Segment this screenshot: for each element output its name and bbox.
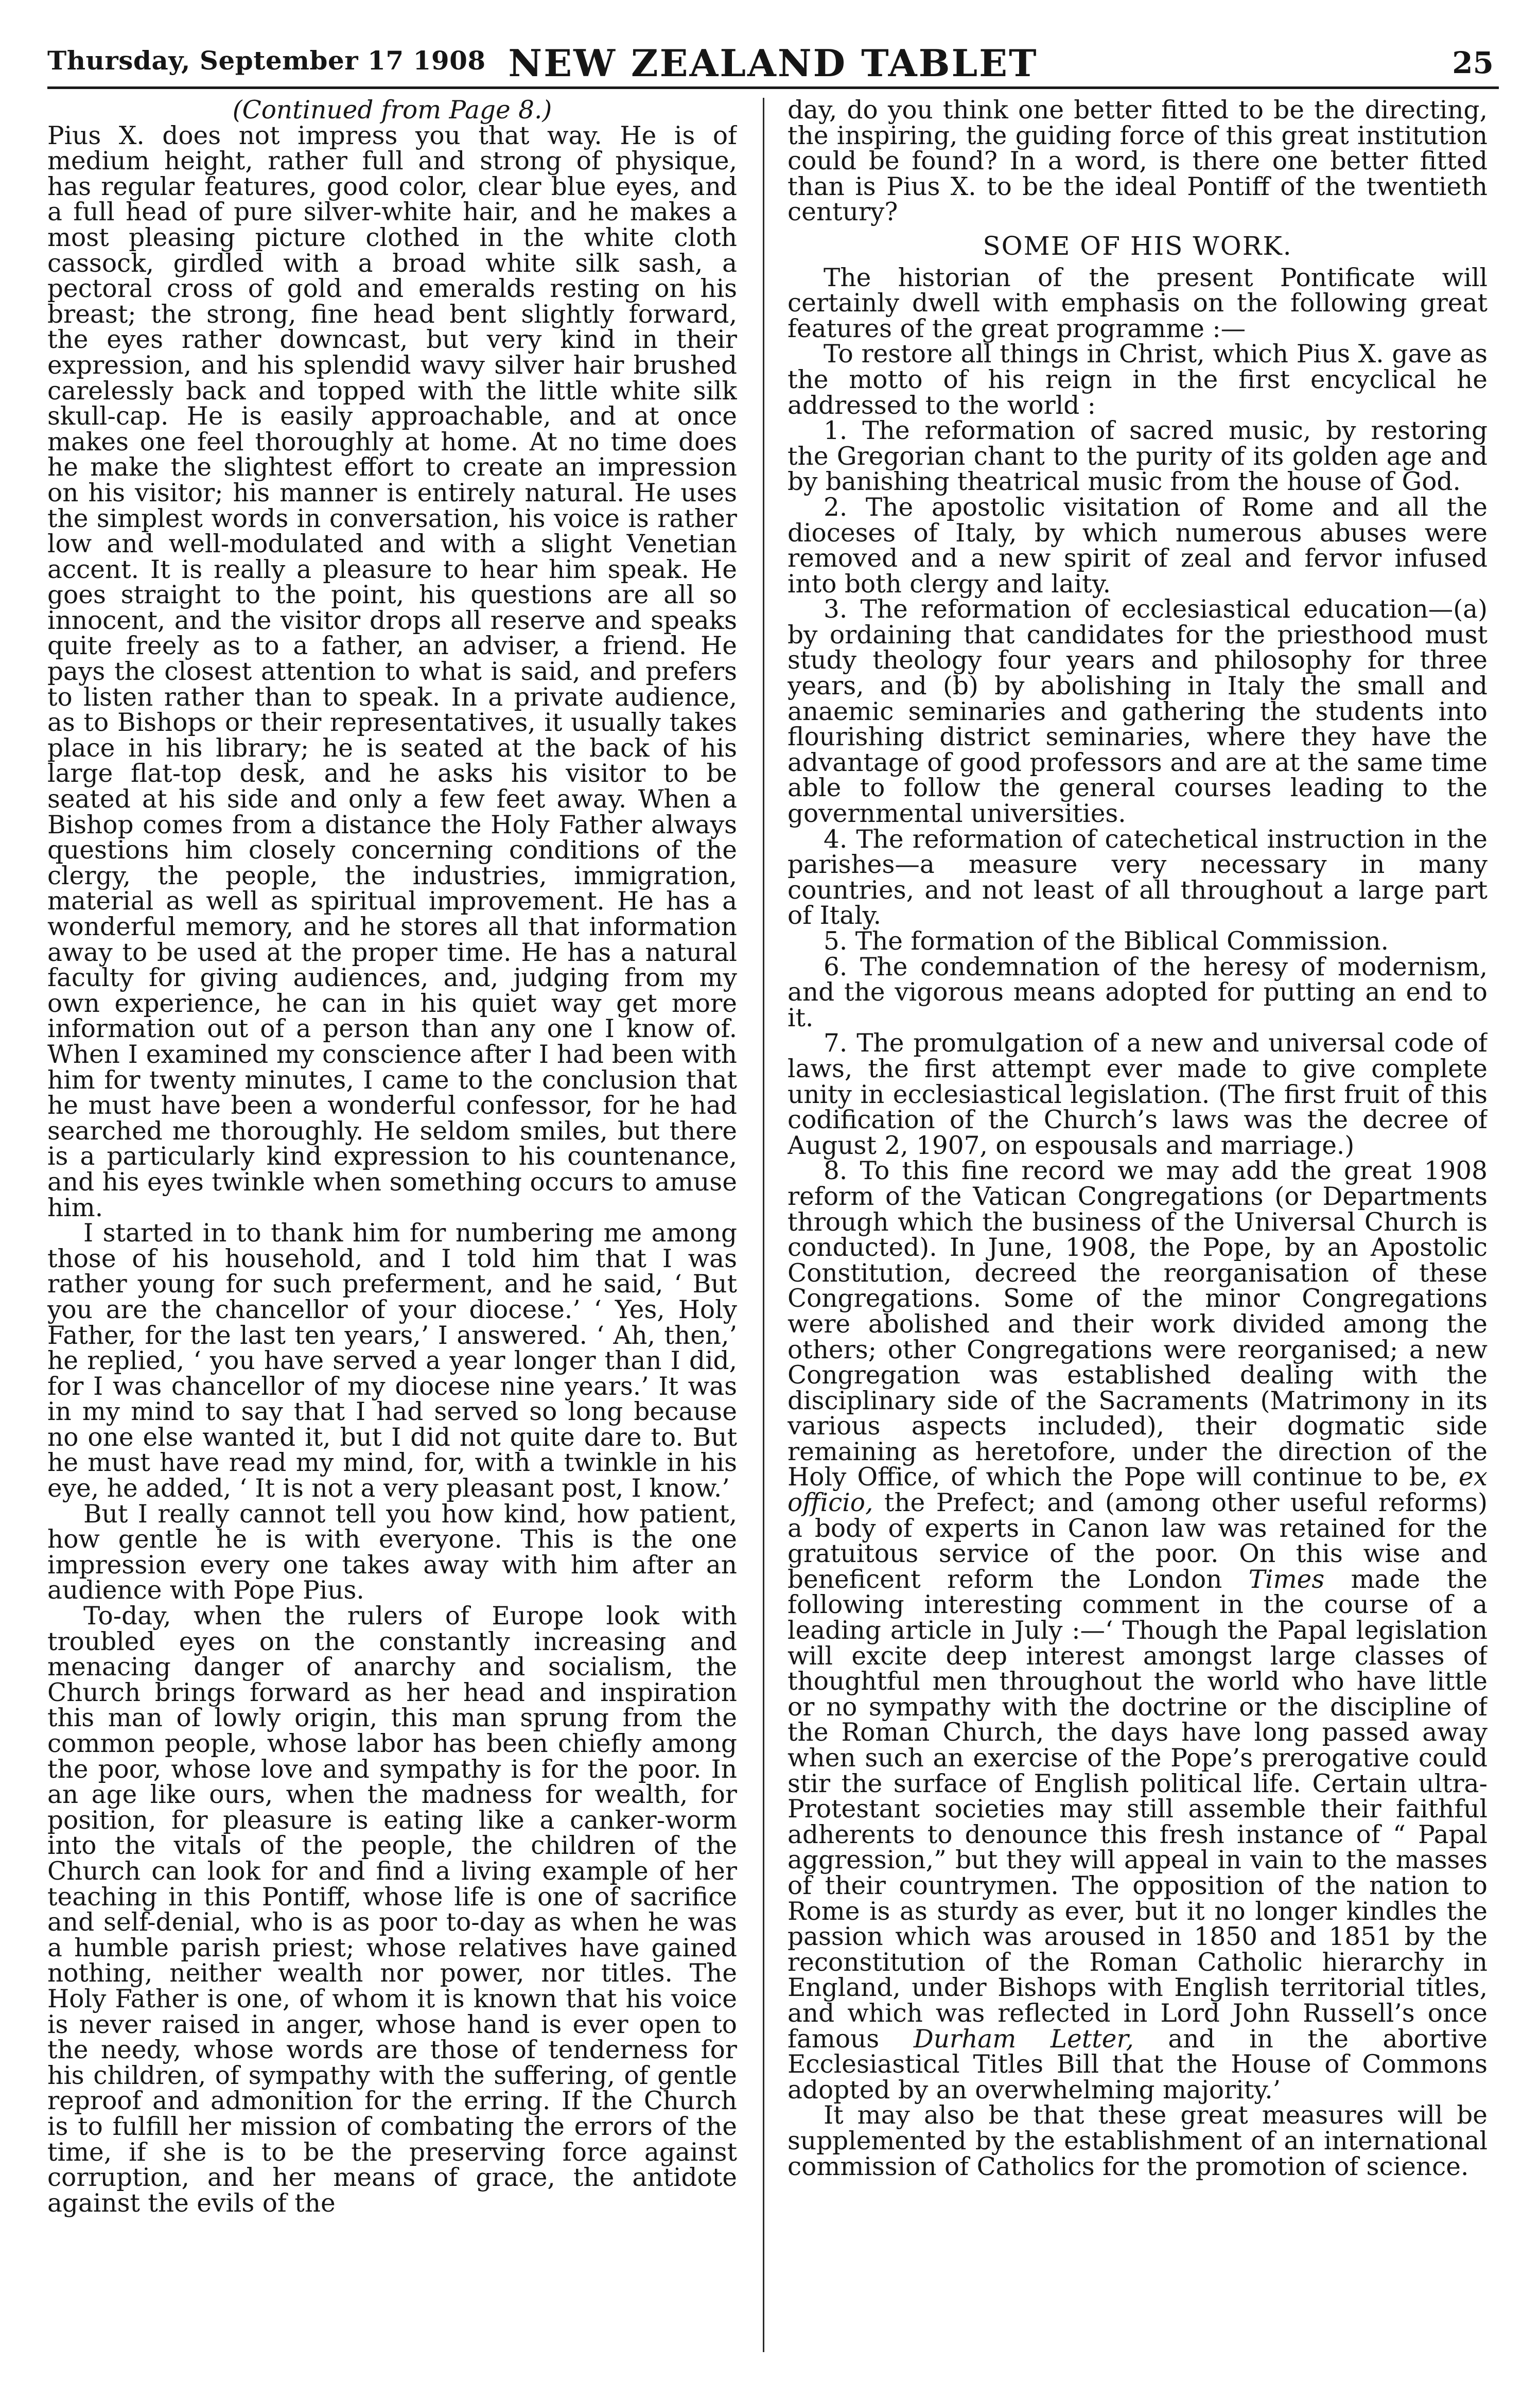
text-run: the Prefect; and (among other useful reforms) a body of experts in Canon law was retained for the gratuitous service of the poor. On this wise and beneficent reform the London — [787, 1488, 1487, 1594]
page-number: 25 — [1452, 45, 1494, 80]
section-heading: SOME OF HIS WORK. — [983, 231, 1292, 261]
list-item: 2. The apostolic visitation of Rome and all the dioceses of Italy, by which numerous abuses were removed and a new spirit of zeal and fervor infused into both clergy and laity. — [787, 493, 1487, 599]
paragraph: Pius X. does not impress you that way. He is of medium height, rather full and strong of physique, has regular features, good color, clear blue eyes, and a full head of pure silver-white hair, and he makes a most pleasing picture clothed in the white cloth cassock, girdled with a broad white silk sash, a pectoral cross of gold and emeralds resting on his breast; the strong, fine head bent slightly forward, the eyes rather downcast, but very kind in their expression, and his splendid wavy silver hair brushed carelessly back and topped with the little white silk skull-cap. He is easily approachable, and at once makes one feel thoroughly at home. At no time does he make the slightest effort to create an impression on his visitor; his manner is entirely natural. He uses the simplest words in conversation, his voice is rather low and well-modulated and with a slight Venetian accent. It is really a pleasure to hear him speak. He goes straight to the point, his questions are all so innocent, and the visitor drops all reserve and speaks quite freely as to a father, an adviser, a friend. He pays the closest attention to what is said, and prefers to listen rather than to speak. In a private audience, as to Bishops or their representatives, it usually takes place in his library; he is seated at the back of his large flat-top desk, and he asks his visitor to be seated at his side and only a few feet away. When a Bishop comes from a distance the Holy Father always questions him closely concerning conditions of the clergy, the people, the industries, immigration, material as well as spiritual improvement. He has a wonderful memory, and he stores all that information away to be used at the proper time. He has a natural faculty for giving audiences, and, judging from my own experience, he can in his quiet way get more information out of a person than any one I know of. When I examined my conscience after I had been with him for twenty minutes, I came to the conclusion that he must have been a wonderful confessor, for he had searched me thoroughly. He seldom smiles, but there is a particularly kind expression to his countenance, and his eyes twinkle when something occurs to amuse him. — [47, 121, 737, 1222]
text-run: made the following interesting comment in the course of a leading article in July :—‘ Though the Papal legislation will excite deep interest amongst large classes of thoughtful men throughout the world who have little or no sympathy with the doctrine or the discipline of the Roman Church, the days have long passed away when such an exercise of the Pope’s prerogative could stir the surface of English political life. Certain ultra-Protestant societies may still assemble their faithful adherents to denounce this fresh instance of “ Papal aggression,” but they will appeal in vain to the masses of their countrymen. The opposition of the nation to Rome is as sturdy as ever, but it no longer kindles the passion which was aroused in 1850 and 1851 by the reconstitution of the Roman Catholic hierarchy in England, under Bishops with English territorial titles, and which was reflected in Lord John Russell’s once famous — [787, 1565, 1487, 2054]
list-item: 1. The reformation of sacred music, by restoring the Gregorian chant to the purity of its golden age and by banishing theatrical music from the house of God. — [787, 416, 1487, 497]
list-item: 7. The promulgation of a new and universal code of laws, the first attempt ever made to give complete unity in ecclesiastical legislation. (The first fruit of this codification of the Church’s laws was the decree of August 2, 1907, on espousals and marriage.) — [787, 1029, 1487, 1160]
paragraph: day, do you think one better fitted to be the directing, the inspiring, the guiding force of this great institution could be found? In a word, is there one better fitted than is Pius X. to be the ideal Pontiff of the twentieth century? — [787, 98, 1487, 227]
paragraph: I started in to thank him for numbering me among those of his household, and I told him that I was rather young for such preferment, and he said, ‘ But you are the chancellor of your diocese.’ ‘ Yes, Holy Father, for the last ten years,’ I answered. ‘ Ah, then,’ he replied, ‘ you have served a year longer than I did, for I was chancellor of my diocese nine years.’ It was in my mind to say that I had served so long because no one else wanted it, but I did not quite dare to. But he must have read my mind, for, with a twinkle in his eye, he added, ‘ It is not a very pleasant post, I know.’ — [47, 1219, 737, 1503]
paragraph: It may also be that these great measures will be supplemented by the establishment of an international commission of Catholics for the promotion of science. — [787, 2101, 1487, 2181]
list-item: 4. The reformation of catechetical instruction in the parishes—a measure very necessary in many countries, and not least of all throughout a large part of Italy. — [787, 825, 1487, 931]
list-item: 6. The condemnation of the heresy of modernism, and the vigorous means adopted for putting an end to it. — [787, 952, 1487, 1032]
page-header — [47, 30, 1499, 89]
right-column — [787, 98, 1487, 2362]
list-item: 5. The formation of the Biblical Commission. — [824, 927, 1389, 956]
list-item: 3. The reformation of ecclesiastical education—(a) by ordaining that candidates for the priesthood must study theology four years and philosophy for three years, and (b) by abolishing in Italy the small and anaemic seminaries and gathering the students into flourishing district seminaries, where they have the advantage of good professors and are at the same time able to follow the general courses leading to the governmental universities. — [787, 595, 1487, 829]
column-divider — [763, 98, 764, 2352]
newspaper-name: Times — [1248, 1565, 1325, 1594]
list-item — [787, 1159, 1487, 2103]
italic-term: ex officio, — [787, 1463, 1487, 1518]
continued-note: (Continued from Page 8.) — [232, 98, 552, 125]
text-run: and in the abortive Ecclesiastical Titles Bill that the House of Commons adopted by an overwhelming majority.’ — [787, 2024, 1487, 2105]
paragraph: To-day, when the rulers of Europe look with troubled eyes on the constantly increasing and menacing danger of anarchy and socialism, the Church brings forward as her head and inspiration this man of lowly origin, this man sprung from the common people, whose labor has been chiefly among the poor, whose love and sympathy is for the poor. In an age like ours, when the madness for wealth, for position, for pleasure is eating like a canker-worm into the vitals of the people, the children of the Church can look for and find a living example of her teaching in this Pontiff, whose life is one of sacrifice and self-denial, who is as poor to-day as when he was a humble parish priest; whose relatives have gained nothing, neither wealth nor power, nor titles. The Holy Father is one, of whom it is known that his voice is never raised in anger, whose hand is ever open to the needy, whose words are those of tenderness for his children, of sympathy with the suffering, of gentle reproof and admonition for the erring. If the Church is to fulfill her mission of combating the errors of the time, if she is to be the preserving force against corruption, and her means of grace, the antidote against the evils of the — [47, 1602, 737, 2218]
issue-date: Thursday, September 17 1908 — [47, 45, 486, 76]
newspaper-title: NEW ZEALAND TABLET — [508, 41, 1038, 85]
paragraph: But I really cannot tell you how kind, how patient, how gentle he is with everyone. This is the one impression every one takes away with him after an audience with Pope Pius. — [47, 1499, 737, 1605]
text-run: 8. To this fine record we may add the great 1908 reform of the Vatican Congregations (or Departments through which the business of the Universal Church is conducted). In June, 1908, the Pope, by an Apostolic Constitution, decreed the reorganisation of these Congregations. Some of the minor Congregations were abolished and their work divided among the others; other Congregations were reorganised; a new Congregation was established dealing with the disciplinary side of the Sacraments (Matrimony in its various aspects included), their dogmatic side remaining as heretofore, under the direction of the Holy Office, of which the Pope will continue to be, — [787, 1157, 1487, 1492]
letter-title: Durham Letter, — [913, 2024, 1134, 2054]
paragraph: To restore all things in Christ, which Pius X. gave as the motto of his reign in the first encyclical he addressed to the world : — [787, 340, 1487, 420]
paragraph: The historian of the present Pontificate will certainly dwell with emphasis on the following great features of the great programme :— — [787, 263, 1487, 343]
left-column — [47, 98, 737, 2362]
